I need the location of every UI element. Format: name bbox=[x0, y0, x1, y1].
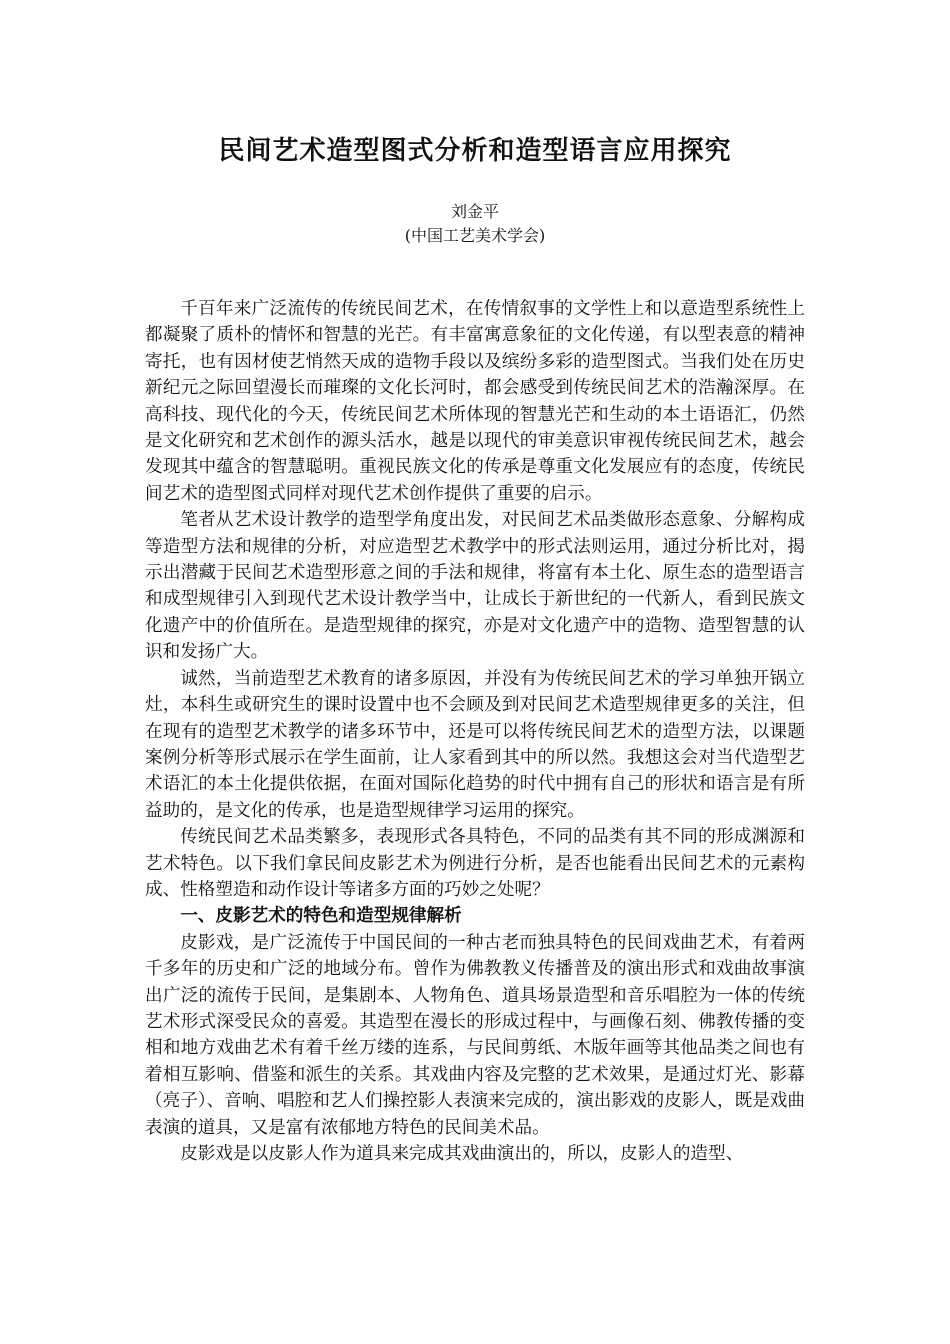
body-paragraph: 诚然，当前造型艺术教育的诸多原因，并没有为传统民间艺术的学习单独开锅立灶，本科生或研究生的课时设置中也不会顾及到对民间艺术造型规律更多的关注，但在现有的造型艺术教学的诸多环节中，还是可以将传统民间艺术的造型方法，以课题案例分析等形式展示在学生面前，让人家看到其中的所以然。我想这会对当代造型艺术语汇的本土化提供依据，在面对国际化趋势的时代中拥有自己的形状和语言是有所益助的，是文化的传承，也是造型规律学习运用的探究。 bbox=[145, 668, 805, 821]
body-paragraph: 皮影戏，是广泛流传于中国民间的一种古老而独具特色的民间戏曲艺术，有着两千多年的历史和广泛的地域分布。曾作为佛教教义传播普及的演出形式和戏曲故事演出广泛的流传于民间，是集剧本、人物角色、道具场景造型和音乐唱腔为一体的传统艺术形式深受民众的喜爱。其造型在漫长的形成过程中，与画像石刻、佛教传播的变相和地方戏曲艺术有着千丝万缕的连系，与民间剪纸、木版年画等其他品类之间也有着相互影响、借鉴和派生的关系。其戏曲内容及完整的艺术效果，是通过灯光、影幕（亮子）、音响、唱腔和艺人们操控影人表演来完成的，演出影戏的皮影人，既是戏曲表演的道具，又是富有浓郁地方特色的民间美术品。 bbox=[145, 932, 805, 1138]
body-paragraph: 皮影戏是以皮影人作为道具来完成其戏曲演出的，所以，皮影人的造型、 bbox=[180, 1144, 744, 1164]
author-block bbox=[0, 200, 950, 248]
section-heading: 一、皮影艺术的特色和造型规律解析 bbox=[180, 905, 462, 927]
author-name: 刘金平 bbox=[450, 202, 499, 221]
paper-body bbox=[145, 296, 805, 1167]
paper-title: 民间艺术造型图式分析和造型语言应用探究 bbox=[218, 136, 732, 166]
body-paragraph: 传统民间艺术品类繁多，表现形式各具特色，不同的品类有其不同的形成渊源和艺术特色。以下我们拿民间皮影艺术为例进行分析，是否也能看出民间艺术的元素构成、性格塑造和动作设计等诸多方面的巧妙之处呢？ bbox=[145, 827, 805, 900]
body-paragraph: 千百年来广泛流传的传统民间艺术，在传情叙事的文学性上和以意造型系统性上都凝聚了质朴的情怀和智慧的光芒。有丰富寓意象征的文化传递，有以型表意的精神寄托，也有因材使艺悄然天成的造物手段以及缤纷多彩的造型图式。当我们处在历史新纪元之际回望漫长而璀璨的文化长河时，都会感受到传统民间艺术的浩瀚深厚。在高科技、现代化的今天，传统民间艺术所体现的智慧光芒和生动的本土语语汇，仍然是文化研究和艺术创作的源头活水，越是以现代的审美意识审视传统民间艺术，越会发现其中蕴含的智慧聪明。重视民族文化的传承是尊重文化发展应有的态度，传统民间艺术的造型图式同样对现代艺术创作提供了重要的启示。 bbox=[145, 299, 805, 504]
author-affiliation: (中国工艺美术学会) bbox=[404, 226, 546, 245]
body-paragraph: 笔者从艺术设计教学的造型学角度出发，对民间艺术品类做形态意象、分解构成等造型方法和规律的分析，对应造型艺术教学中的形式法则运用，通过分析比对，揭示出潜藏于民间艺术造型形意之间的手法和规律，将富有本土化、原生态的造型语言和成型规律引入到现代艺术设计教学当中，让成长于新世纪的一代新人，看到民族文化遗产中的价值所在。是造型规律的探究，亦是对文化遗产中的造物、造型智慧的认识和发扬广大。 bbox=[145, 510, 805, 663]
